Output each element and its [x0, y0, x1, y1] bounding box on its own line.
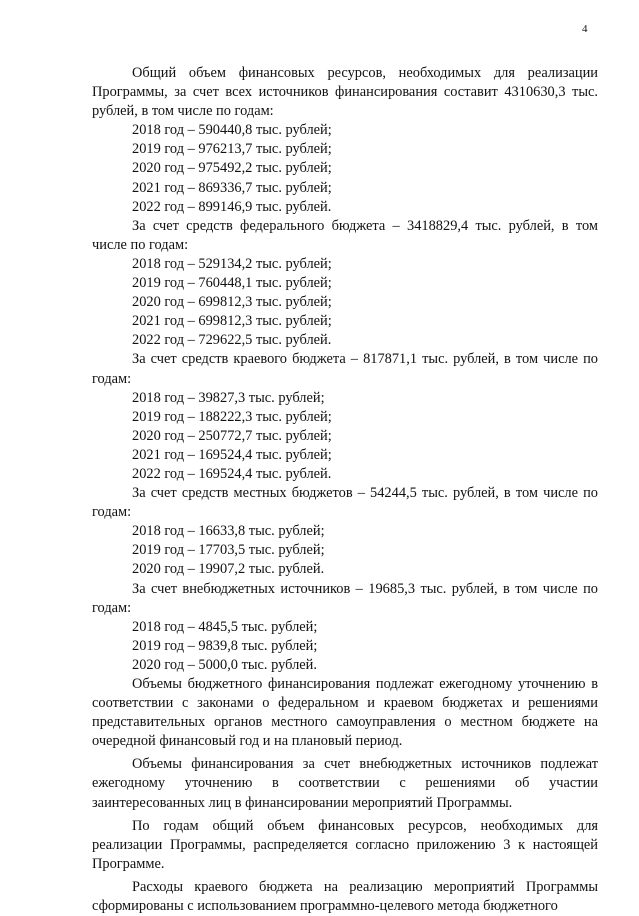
year-line-local-2018: 2018 год – 16633,8 тыс. рублей; — [132, 523, 325, 540]
paragraph-extrabudgetary: За счет внебюджетных источников – 19685,3 тыс. рублей, в том числе по годам: — [92, 580, 598, 616]
year-line-local-2020: 2020 год – 19907,2 тыс. рублей. — [132, 561, 325, 578]
year-line-federal-2022: 2022 год – 729622,5 тыс. рублей. — [132, 332, 332, 349]
year-line-total-2022: 2022 год – 899146,9 тыс. рублей. — [132, 198, 332, 215]
year-line-total-2019: 2019 год – 976213,7 тыс. рублей; — [132, 141, 332, 158]
year-line-federal-2021: 2021 год – 699812,3 тыс. рублей; — [132, 313, 332, 330]
year-line-regional-2019: 2019 год – 188222,3 тыс. рублей; — [132, 408, 332, 425]
year-line-regional-2018: 2018 год – 39827,3 тыс. рублей; — [132, 389, 325, 406]
year-line-local-2019: 2019 год – 17703,5 тыс. рублей; — [132, 542, 325, 559]
year-line-federal-2020: 2020 год – 699812,3 тыс. рублей; — [132, 294, 332, 311]
paragraph-regional-budget: За счет средств краевого бюджета – 817871,1 тыс. рублей, в том числе по годам: — [92, 351, 598, 387]
year-line-federal-2019: 2019 год – 760448,1 тыс. рублей; — [132, 275, 332, 292]
year-line-federal-2018: 2018 год – 529134,2 тыс. рублей; — [132, 255, 332, 272]
paragraph-budget-adjustment: Объемы бюджетного финансирования подлежат ежегодному уточнению в соответствии с законами о федеральном и краевом бюджетах и решениями представительных органов местного самоуправления о местном бюджете на очередной финансовый год и на плановый период. — [92, 676, 598, 750]
year-line-total-2020: 2020 год – 975492,2 тыс. рублей; — [132, 160, 332, 177]
year-line-regional-2020: 2020 год – 250772,7 тыс. рублей; — [132, 427, 332, 444]
paragraph-distribution-by-years: По годам общий объем финансовых ресурсов, необходимых для реализации Программы, распределяется согласно приложению 3 к настоящей Программе. — [92, 817, 598, 872]
page-number: 4 — [582, 23, 588, 35]
paragraph-total-funding: Общий объем финансовых ресурсов, необходимых для реализации Программы, за счет всех источников финансирования составит 4310630,3 тыс. рублей, в том числе по годам: — [92, 65, 598, 120]
document-body — [92, 64, 598, 916]
year-line-extrabudgetary-2019: 2019 год – 9839,8 тыс. рублей; — [132, 637, 318, 654]
year-line-total-2021: 2021 год – 869336,7 тыс. рублей; — [132, 179, 332, 196]
paragraph-federal-budget: За счет средств федерального бюджета – 3418829,4 тыс. рублей, в том числе по годам: — [92, 217, 598, 253]
paragraph-regional-expenses: Расходы краевого бюджета на реализацию мероприятий Программы сформированы с использованием программно-целевого метода бюджетного — [92, 878, 598, 915]
year-line-total-2018: 2018 год – 590440,8 тыс. рублей; — [132, 122, 332, 139]
year-line-extrabudgetary-2020: 2020 год – 5000,0 тыс. рублей. — [132, 656, 317, 673]
year-line-regional-2021: 2021 год – 169524,4 тыс. рублей; — [132, 446, 332, 463]
year-line-regional-2022: 2022 год – 169524,4 тыс. рублей. — [132, 465, 332, 482]
paragraph-extrabudgetary-adjustment: Объемы финансирования за счет внебюджетных источников подлежат ежегодному уточнению в соответствии с решениями об участии заинтересованных лиц в финансировании мероприятий Программы. — [92, 756, 598, 811]
year-line-extrabudgetary-2018: 2018 год – 4845,5 тыс. рублей; — [132, 618, 318, 635]
paragraph-local-budgets: За счет средств местных бюджетов – 54244,5 тыс. рублей, в том числе по годам: — [92, 485, 598, 521]
